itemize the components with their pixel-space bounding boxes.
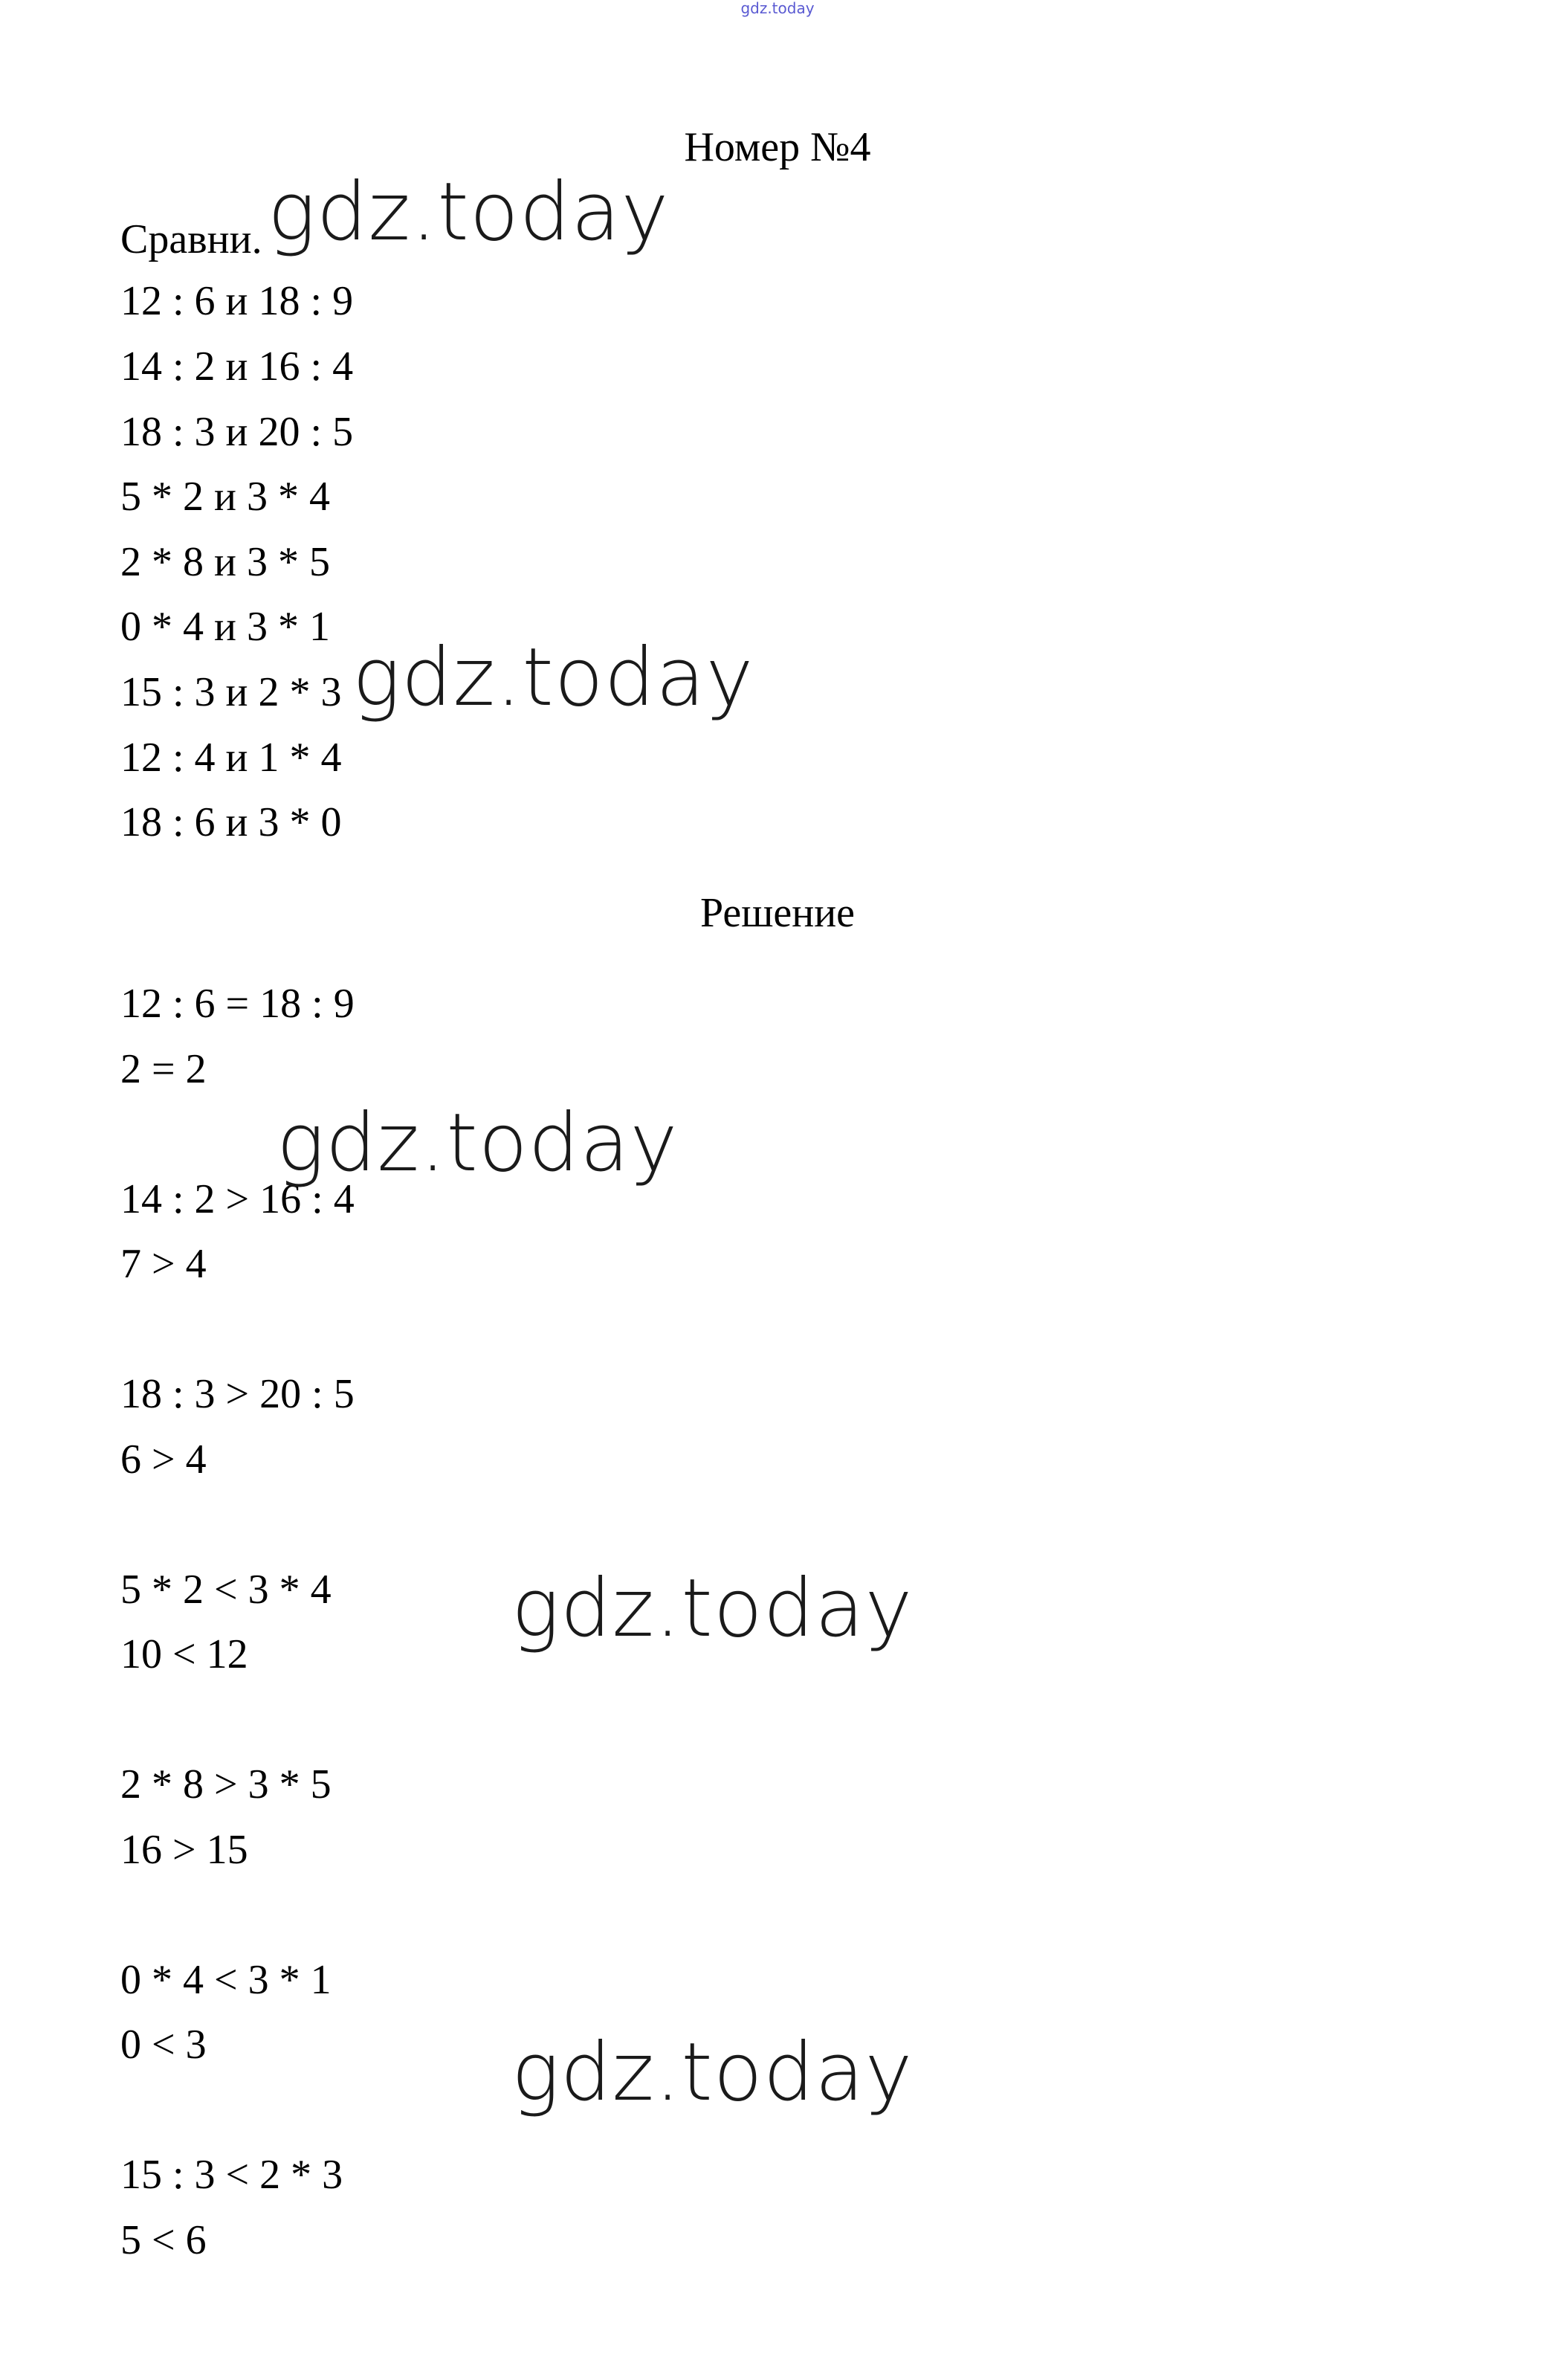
- solution-result: 0 < 3: [120, 2022, 207, 2068]
- problem-line: 12 : 6 и 18 : 9: [120, 278, 354, 324]
- solution-comparison: 5 * 2 < 3 * 4: [120, 1567, 332, 1613]
- solution-comparison: 12 : 6 = 18 : 9: [120, 981, 355, 1027]
- problem-line: 18 : 6 и 3 * 0: [120, 799, 342, 845]
- solution-comparison: 15 : 3 < 2 * 3: [120, 2152, 343, 2198]
- watermark-text: gdz.today: [511, 2026, 914, 2119]
- solution-comparison: 2 * 8 > 3 * 5: [120, 1761, 332, 1807]
- problem-line: 2 * 8 и 3 * 5: [120, 539, 330, 585]
- solution-comparison: 14 : 2 > 16 : 4: [120, 1176, 355, 1222]
- solution-result: 16 > 15: [120, 1827, 248, 1873]
- solution-comparison: 18 : 3 > 20 : 5: [120, 1371, 355, 1417]
- problem-line: 0 * 4 и 3 * 1: [120, 604, 330, 650]
- problem-line: 18 : 3 и 20 : 5: [120, 409, 354, 455]
- watermark-text: gdz.today: [277, 1097, 679, 1190]
- watermark-text: gdz.today: [511, 1562, 914, 1655]
- solution-comparison: 0 * 4 < 3 * 1: [120, 1957, 332, 2003]
- solution-result: 5 < 6: [120, 2217, 207, 2263]
- top-watermark: gdz.today: [740, 0, 815, 17]
- problem-line: 14 : 2 и 16 : 4: [120, 344, 354, 390]
- solution-result: 10 < 12: [120, 1631, 248, 1677]
- watermark-text: gdz.today: [268, 166, 670, 259]
- problem-line: 15 : 3 и 2 * 3: [120, 669, 342, 715]
- watermark-text: gdz.today: [352, 631, 754, 724]
- solution-result: 6 > 4: [120, 1436, 207, 1483]
- solution-result: 7 > 4: [120, 1241, 207, 1287]
- solution-result: 2 = 2: [120, 1046, 207, 1092]
- solution-title: Решение: [699, 890, 856, 936]
- problem-line: 12 : 4 и 1 * 4: [120, 735, 342, 781]
- problem-line: 5 * 2 и 3 * 4: [120, 474, 330, 520]
- problem-instruction: Сравни.: [120, 216, 262, 262]
- problem-title: Номер №4: [684, 124, 871, 170]
